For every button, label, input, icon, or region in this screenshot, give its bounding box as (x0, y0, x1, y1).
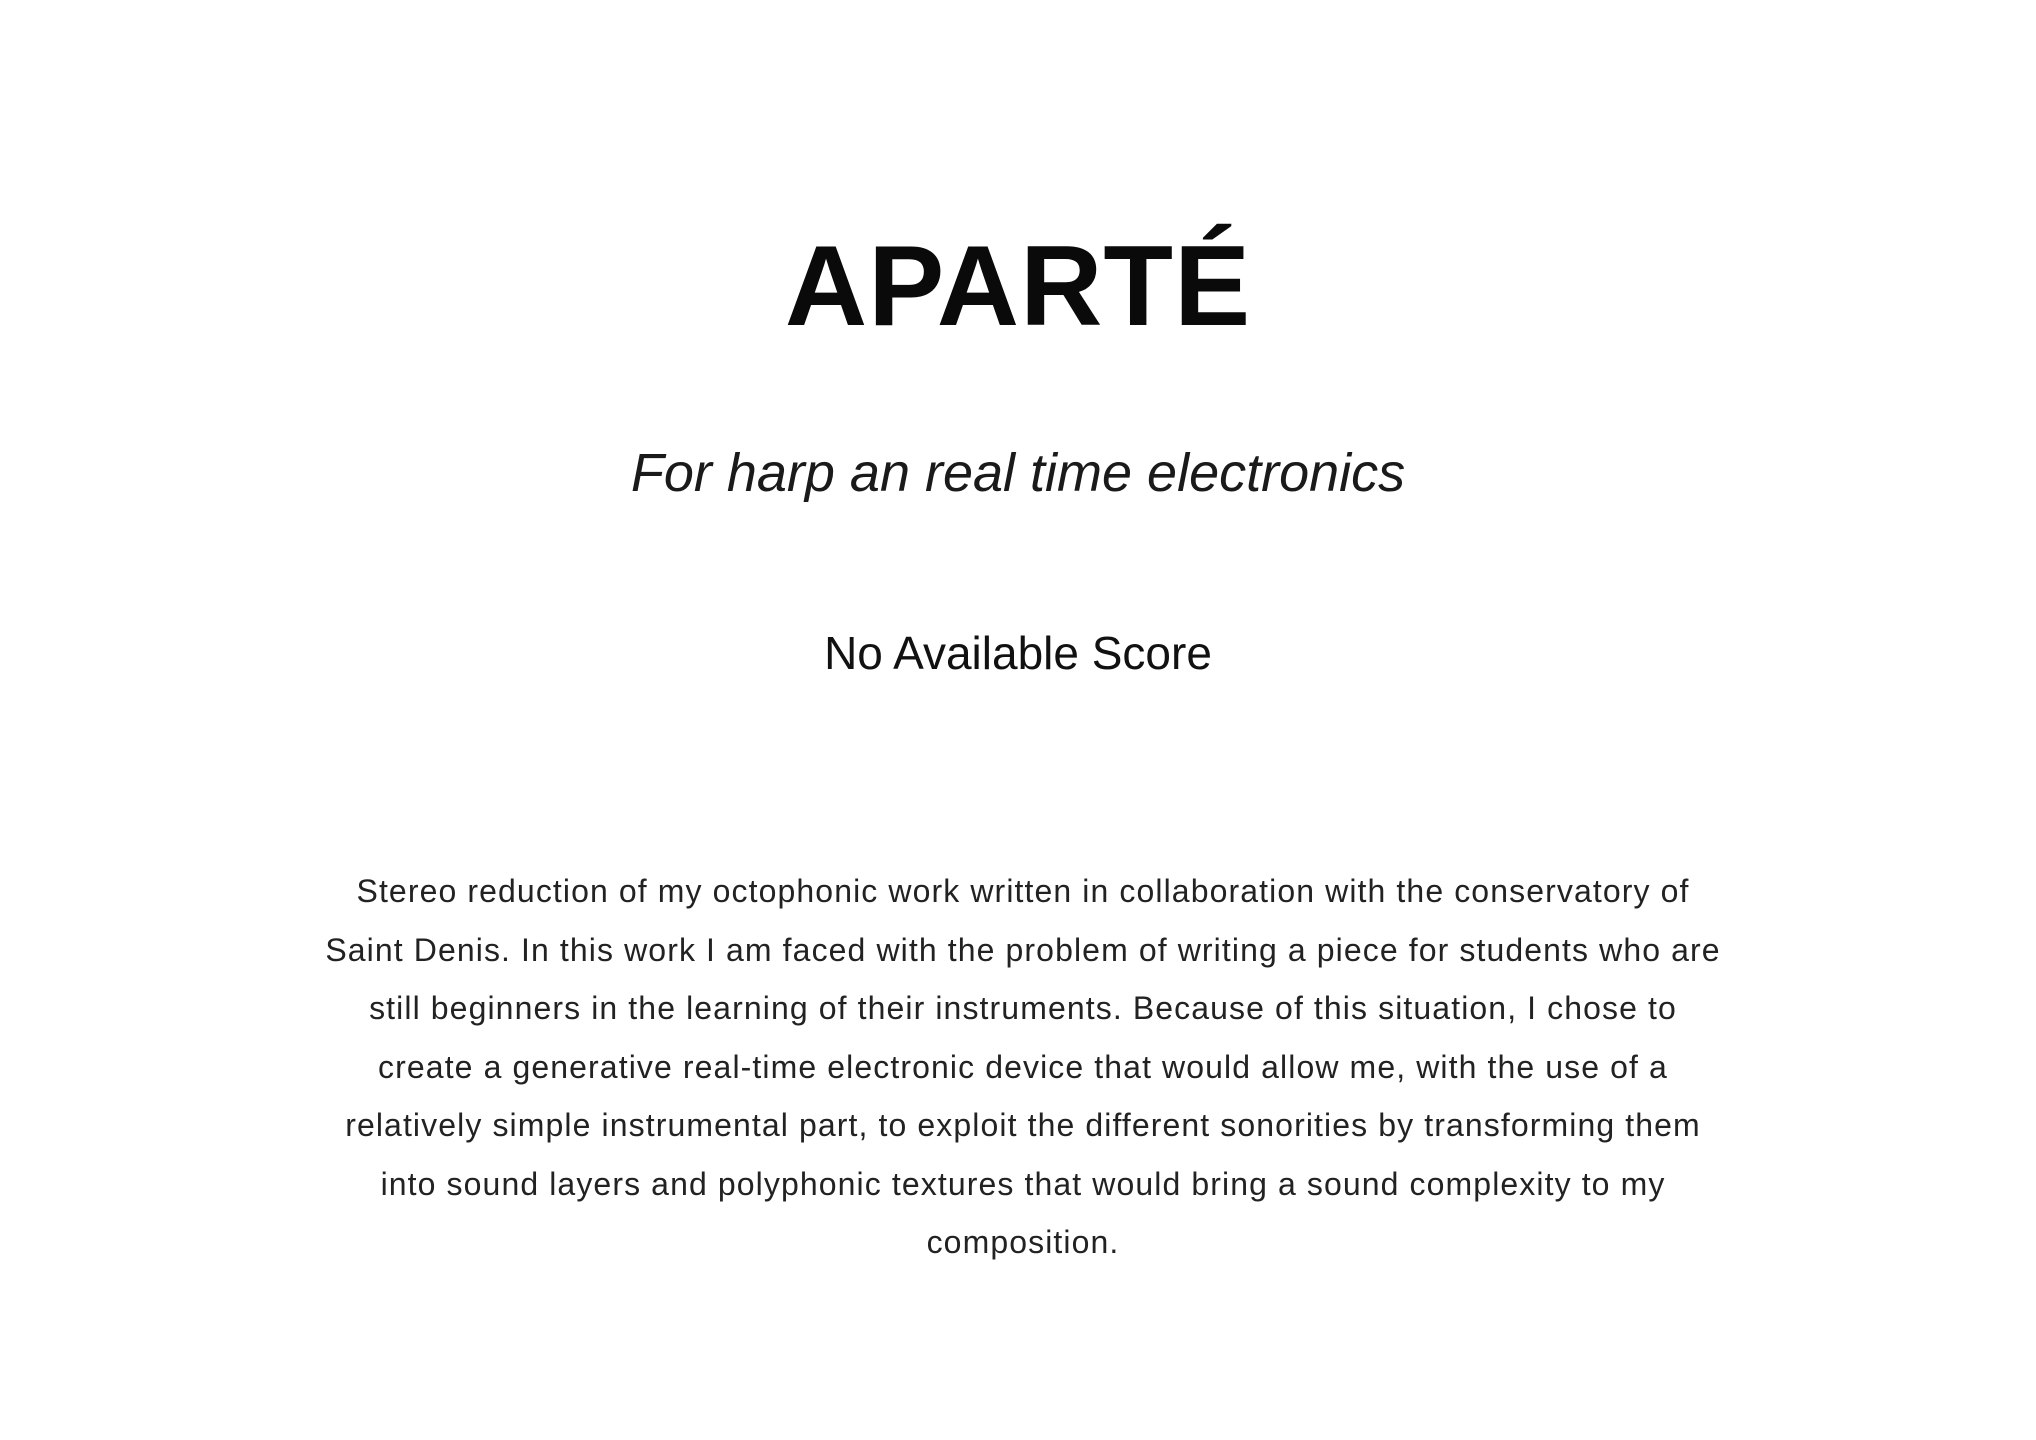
work-subtitle: For harp an real time electronics (630, 443, 1406, 503)
score-availability-note: No Available Score (824, 627, 1212, 679)
work-description: Stereo reduction of my octophonic work written in collaboration with the conservatory of Saint Denis. In this work I am faced with the problem of writing a piece for students who are still beginners in the learning of their instruments. Because of this situation, I chose to create a generative real-time electronic device that would allow me, with the use of a relatively simple instrumental part, to exploit the different sonorities by transforming them into sound layers and polyphonic textures that would bring a sound complexity to my composition. (325, 873, 1721, 1260)
work-title: APARTÉ (784, 223, 1252, 350)
